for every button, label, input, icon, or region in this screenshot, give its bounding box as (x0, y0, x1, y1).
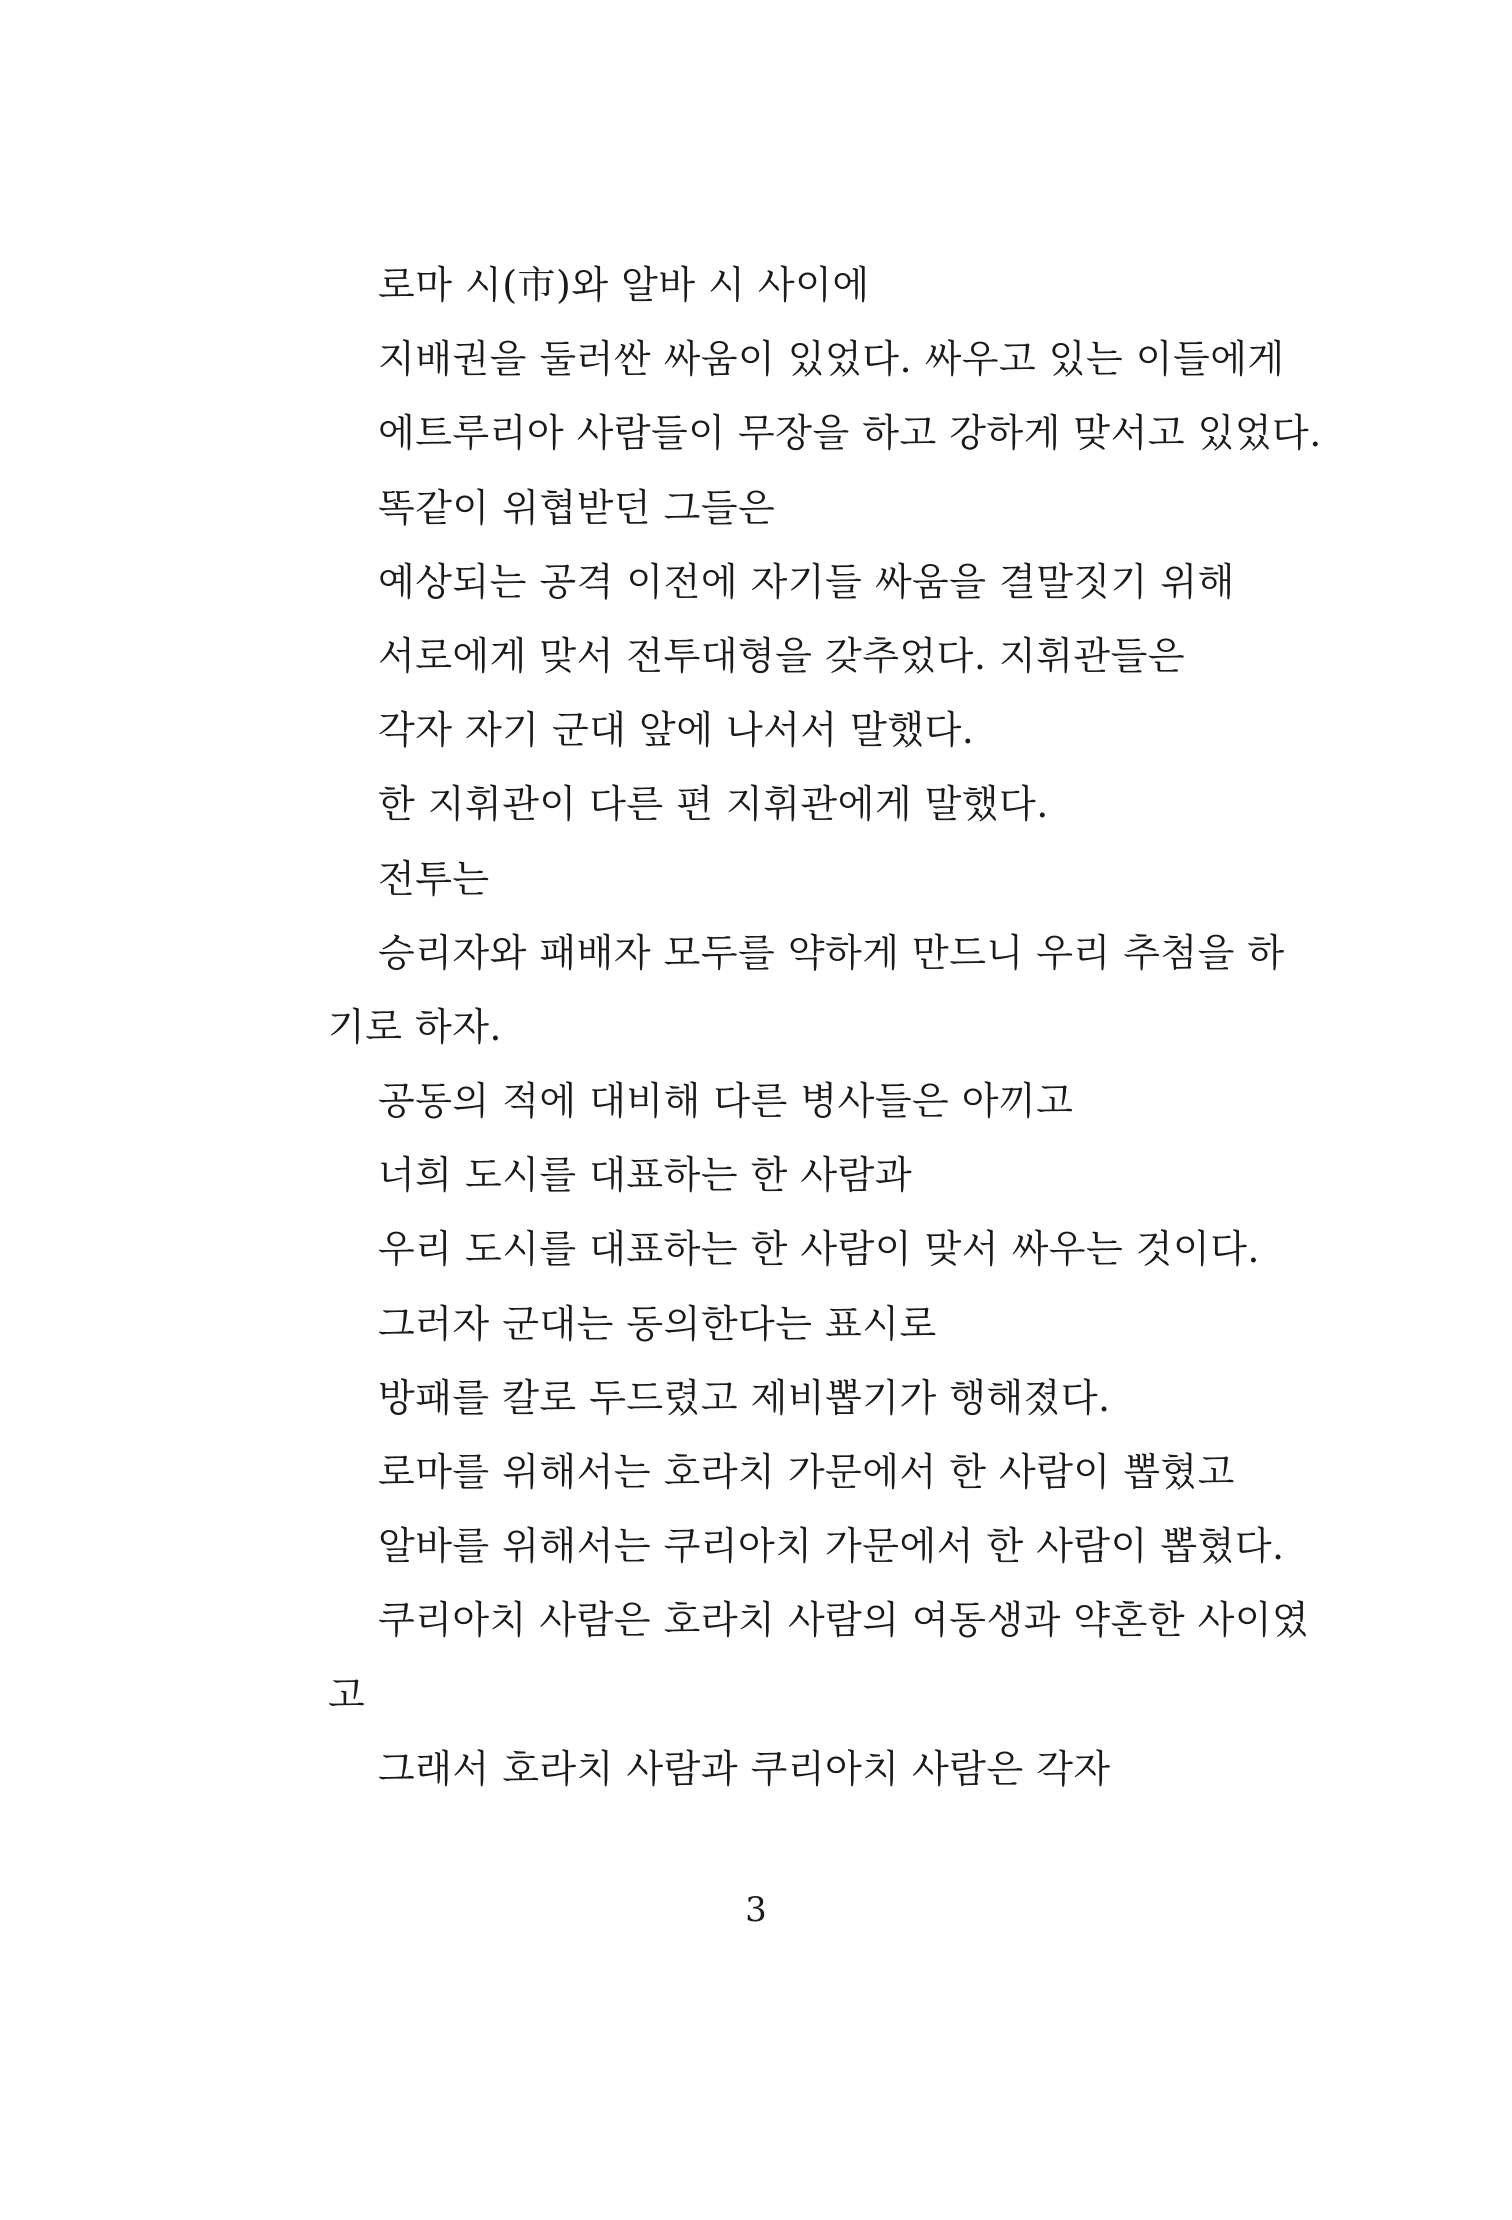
text-line: 공동의 적에 대비해 다른 병사들은 아끼고 (378, 1079, 1074, 1124)
text-line: 기로 하자. (328, 1004, 502, 1049)
text-line: 똑같이 위협받던 그들은 (378, 485, 776, 530)
text-line: 서로에게 맞서 전투대형을 갖추었다. 지휘관들은 (378, 633, 1186, 678)
text-line: 로마를 위해서는 호라치 가문에서 한 사람이 뽑혔고 (378, 1450, 1235, 1494)
page-number: 3 (745, 1890, 767, 1930)
text-line: 예상되는 공격 이전에 자기들 싸움을 결말짓기 위해 (378, 559, 1235, 604)
text-line: 승리자와 패배자 모두를 약하게 만드니 우리 추첨을 하 (378, 930, 1285, 975)
body-text (328, 248, 1328, 1806)
text-line: 로마 시(市)와 알바 시 사이에 (378, 263, 870, 307)
text-line: 에트루리아 사람들이 무장을 하고 강하게 맞서고 있었다. (378, 411, 1322, 456)
text-line: 알바를 위해서는 쿠리아치 가문에서 한 사람이 뽑혔다. (378, 1524, 1285, 1569)
text-line: 전투는 (378, 856, 490, 901)
text-line: 고 (328, 1672, 366, 1717)
text-line: 각자 자기 군대 앞에 나서서 말했다. (378, 708, 975, 753)
text-line: 지배권을 둘러싼 싸움이 있었다. 싸우고 있는 이들에게 (378, 337, 1285, 382)
text-line: 너희 도시를 대표하는 한 사람과 (378, 1153, 913, 1198)
text-line: 그래서 호라치 사람과 쿠리아치 사람은 각자 (378, 1746, 1111, 1791)
text-line: 한 지휘관이 다른 편 지휘관에게 말했다. (378, 782, 1049, 827)
text-line: 방패를 칼로 두드렸고 제비뽑기가 행해졌다. (378, 1375, 1111, 1420)
text-line: 쿠리아치 사람은 호라치 사람의 여동생과 약혼한 사이였 (378, 1598, 1310, 1643)
text-line: 그러자 군대는 동의한다는 표시로 (378, 1301, 937, 1346)
text-line: 우리 도시를 대표하는 한 사람이 맞서 싸우는 것이다. (378, 1227, 1261, 1272)
